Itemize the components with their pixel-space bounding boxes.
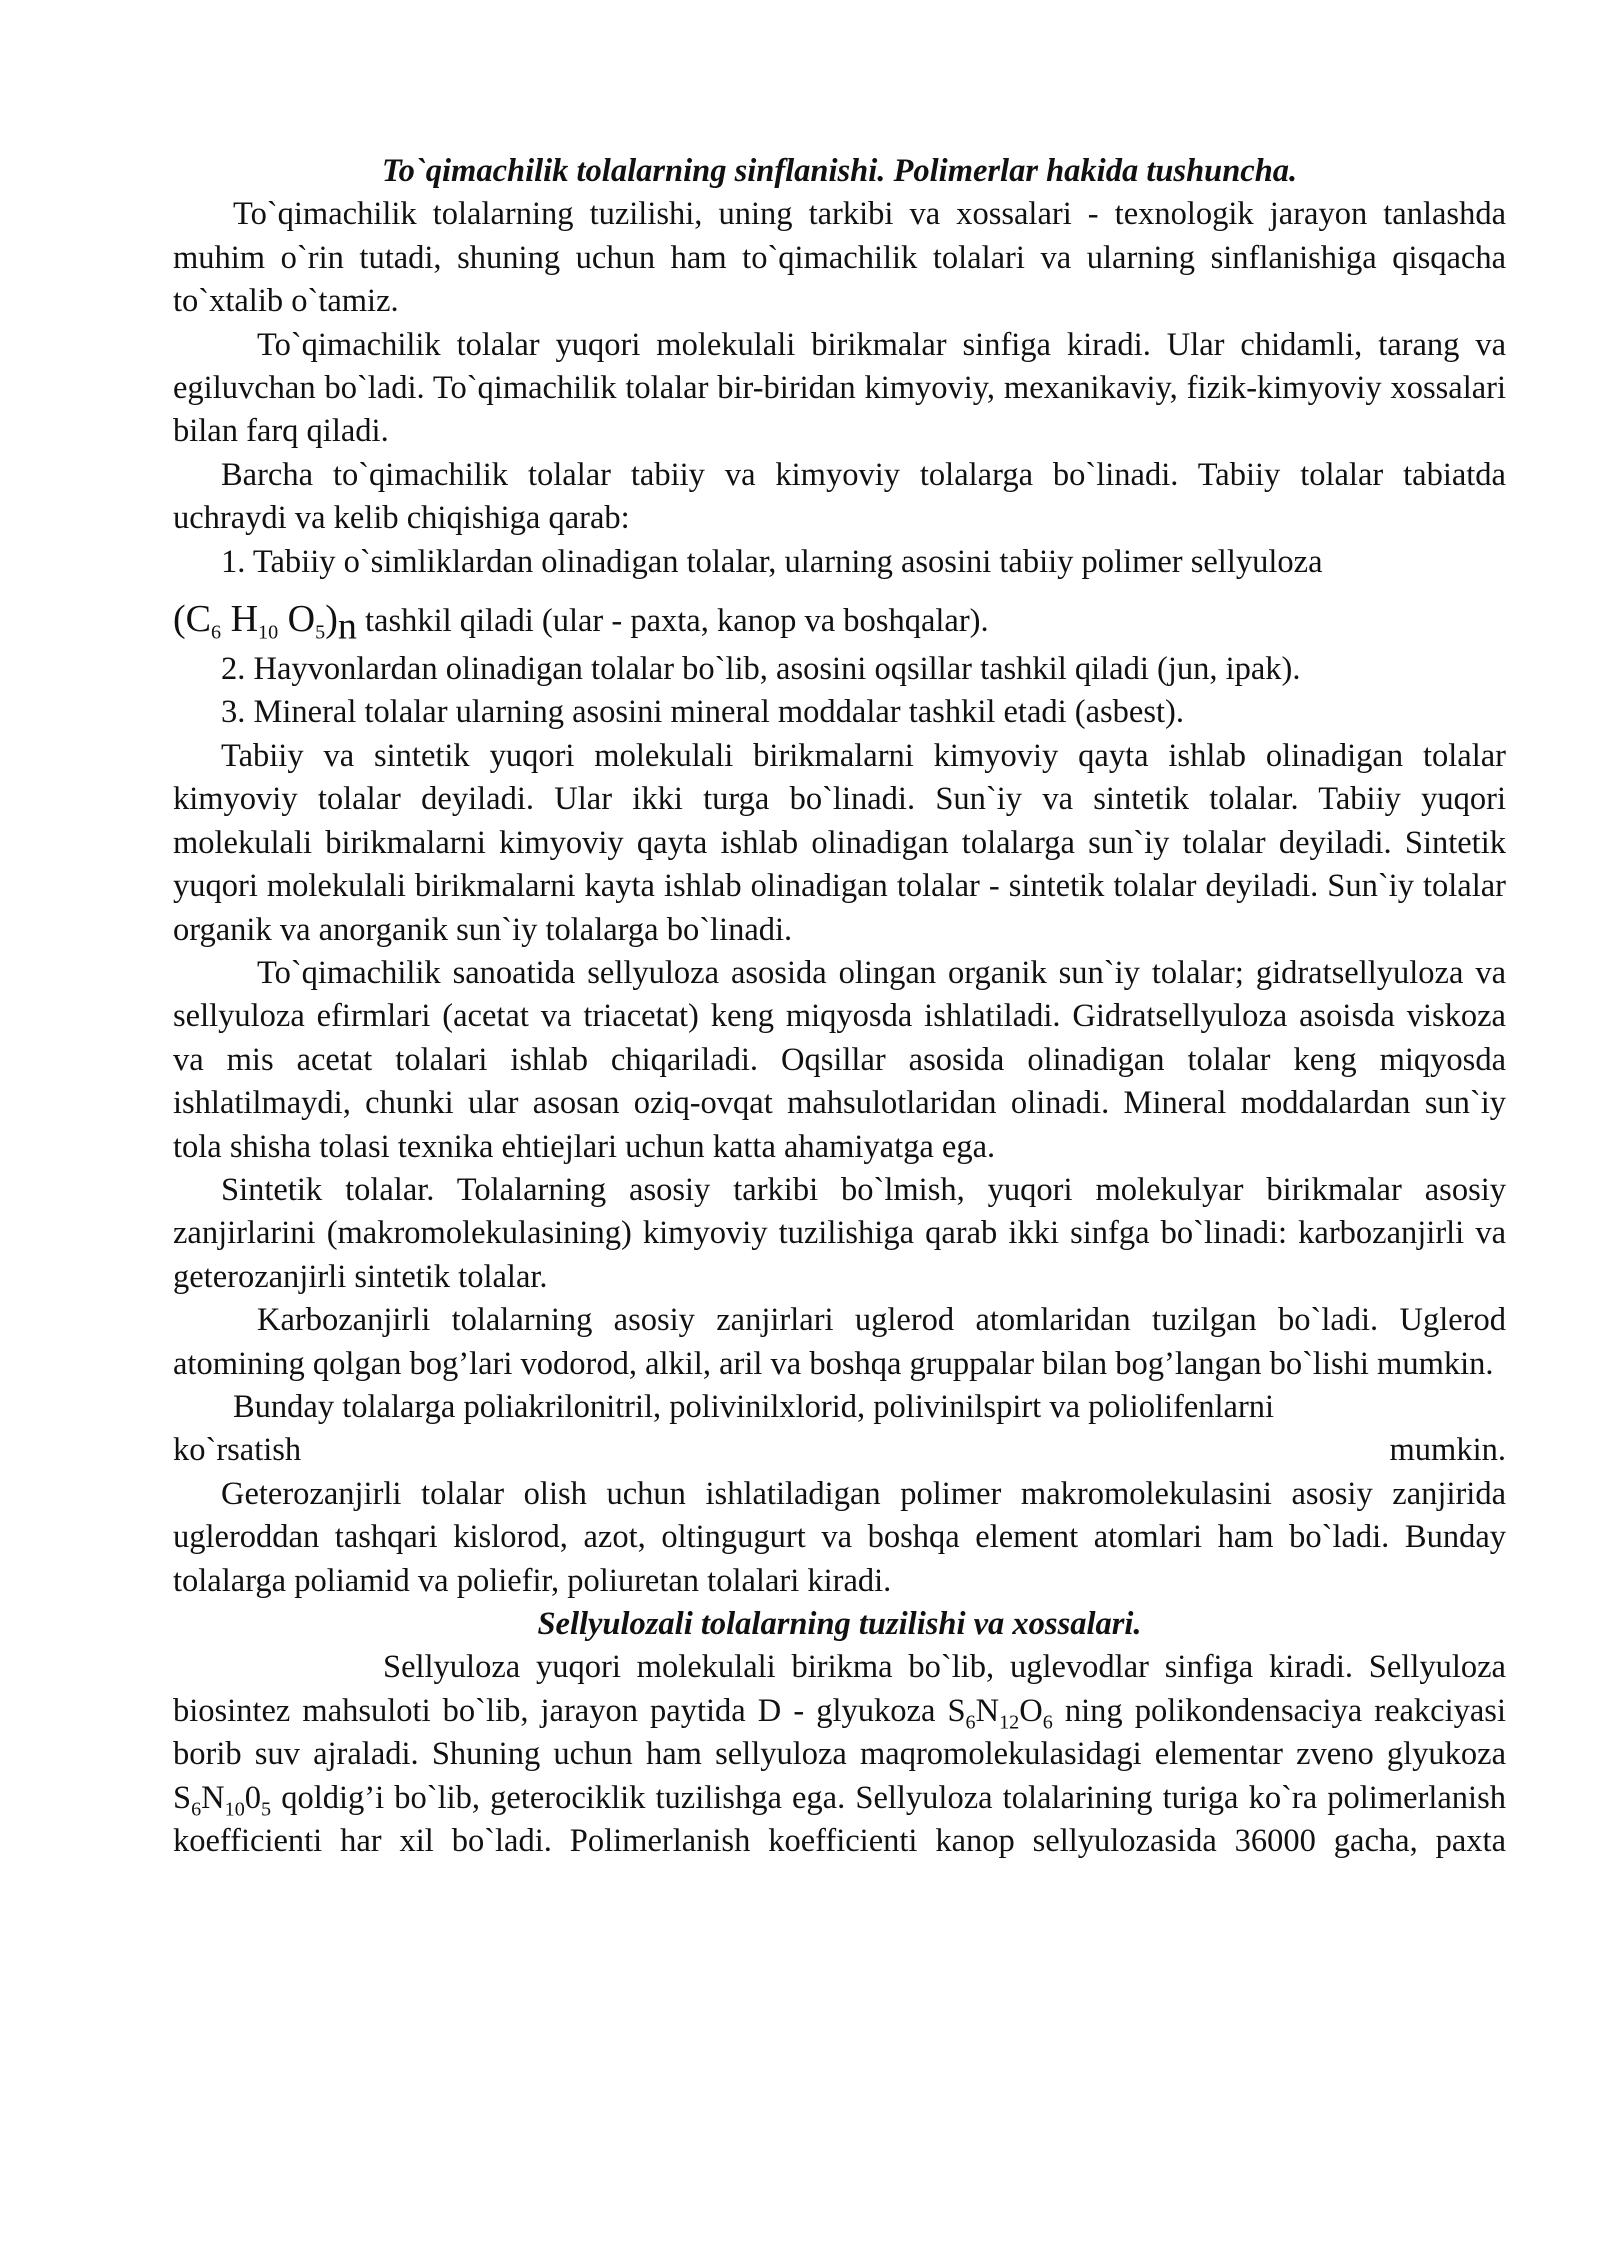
paragraph-intro: To`qimachilik tolalarning tuzilishi, uning tarkibi va xossalari - texnologik jarayon tanlashda muhim o`rin tutadi, shuning uchun ham to`qimachilik tolalari va ularning sinflanishiga qisqacha to`xtalib o`tamiz. bbox=[173, 196, 1506, 320]
cellulose-sub-6: 5 bbox=[261, 1798, 272, 1821]
list-item-plant-fibers: 1. Tabiiy o`simliklardan olinadigan tolalar, ularning asosini tabiiy polimer sellyuloza bbox=[221, 543, 1323, 580]
paragraph-chemical-fibers: Tabiiy va sintetik yuqori molekulali birikmalarni kimyoviy qayta ishlab olinadigan tolalar kimyoviy tolalar deyiladi. Ular ikki turga bo`linadi. Sun`iy va sintetik tolalar. Tabiiy yuqori molekulali birikmalarni kimyoviy qayta ishlab olinadigan tolalarga sun`iy tolalar deyiladi. Sintetik yuqori molekulali birikmalarni kayta ishlab olinadigan tolalar - sintetik tolalar deyiladi. Sun`iy tolalar organik va anorganik sun`iy tolalarga bo`linadi. bbox=[173, 737, 1506, 948]
cellulose-text-7: qoldig’i bo`lib, geterociklik tuzilishga ega. Sellyuloza tolalarining turiga ko`ra polimerlanish koefficienti har xil bo`ladi. Polimerlanish koefficienti kanop sellyulozasida 36000 gacha, paxta bbox=[173, 1779, 1506, 1860]
paragraph-carbon-chain: Karbozanjirli tolalarning asosiy zanjirlari uglerod atomlaridan tuzilgan bo`ladi. Uglerod atomining qolgan bog’lari vodorod, alkil, aril va boshqa gruppalar bilan bog’langan bo`lishi mumkin. bbox=[173, 1302, 1506, 1382]
list-item-mineral-fibers: 3. Mineral tolalar ularning asosini mineral moddalar tashkil etadi (asbest). bbox=[221, 694, 1184, 731]
paragraph-synthetic-fibers: Sintetik tolalar. Tolalarning asosiy tarkibi bo`lmish, yuqori molekulyar birikmalar asosiy zanjirlarini (makromolekulasining) kimyoviy tuzilishiga qarab ikki sinfga bo`linadi: karbozanjirli va geterozanjirli sintetik tolalar. bbox=[173, 1171, 1506, 1295]
document-page bbox=[173, 150, 1506, 1863]
formula-c-sub: 6 bbox=[211, 621, 222, 644]
section-subtitle: Sellyulozali tolalarning tuzilishi va xossalari. bbox=[537, 1606, 1142, 1642]
cellulose-sub-4: 6 bbox=[191, 1798, 202, 1821]
cellulose-text-3: O bbox=[1019, 1692, 1043, 1729]
page-title: To`qimachilik tolalarning sinflanishi. Polimerlar hakida tushuncha. bbox=[381, 153, 1298, 189]
paragraph-classification: Barcha to`qimachilik tolalar tabiiy va kimyoviy tolalarga bo`linadi. Tabiiy tolalar tabiatda uchraydi va kelib chiqishiga qarab: bbox=[173, 456, 1506, 537]
cellulose-text-6: 0 bbox=[244, 1779, 262, 1816]
paragraph-textile-industry: To`qimachilik sanoatida sellyuloza asosida olingan organik sun`iy tolalar; gidratsellyuloza va sellyuloza efirmlari (acetat va triacetat) keng miqyosda ishlatiladi. Gidratsellyuloza asoisda viskoza va mis acetat tolalari ishlab chiqariladi. Oqsillar asosida olinadigan tolalar keng miqyosda ishlatilmaydi, chunki ular asosan oziq-ovqat mahsulotlaridan olinadi. Mineral moddalardan sun`iy tola shisha tolasi texnika ehtiejlari uchun katta ahamiyatga ega. bbox=[173, 954, 1506, 1165]
examples-end-left: ko`rsatish bbox=[173, 1432, 302, 1469]
examples-end-right: mumkin. bbox=[1389, 1432, 1506, 1469]
paragraph-cellulose bbox=[173, 1646, 1506, 1863]
formula-n: n bbox=[337, 605, 357, 648]
cellulose-formula-line bbox=[173, 592, 1506, 648]
formula-o-sub: 5 bbox=[315, 621, 326, 644]
formula-o: O bbox=[278, 598, 316, 641]
paragraph-examples-end bbox=[173, 1429, 1506, 1472]
formula-h-sub: 10 bbox=[258, 621, 279, 644]
list-item-animal-fibers: 2. Hayvonlardan olinadigan tolalar bo`lib, asosini oqsillar tashkil qiladi (jun, ipak). bbox=[221, 651, 1301, 688]
formula-close: ) bbox=[325, 598, 338, 641]
formula-h: H bbox=[221, 598, 259, 641]
cellulose-sub-2: 12 bbox=[999, 1711, 1020, 1734]
cellulose-text-4: ning polikondensaciya reakciyasi borib suv ajraladi. Shuning uchun ham sellyuloza maqromolekulasidagi elementar zveno glyukoza S bbox=[173, 1692, 1506, 1816]
paragraph-hetero-chain: Geterozanjirli tolalar olish uchun ishlatiladigan polimer makromolekulasini asosiy zanjirida ugleroddan tashqari kislorod, azot, oltingugurt va boshqa element atomlari ham bo`ladi. Bunday tolalarga poliamid va poliefir, poliuretan tolalari kiradi. bbox=[173, 1475, 1506, 1599]
formula-open: (C bbox=[173, 598, 211, 641]
cellulose-sub-5: 10 bbox=[224, 1798, 245, 1821]
formula-rest: tashkil qiladi (ular - paxta, kanop va boshqalar). bbox=[356, 603, 989, 640]
cellulose-text-2: N bbox=[975, 1692, 1000, 1729]
paragraph-examples: Bunday tolalarga poliakrilonitril, polivinilxlorid, polivinilspirt va poliolifenlarni bbox=[233, 1388, 1275, 1425]
cellulose-sub-1: 6 bbox=[965, 1711, 976, 1734]
cellulose-sub-3: 6 bbox=[1042, 1711, 1053, 1734]
cellulose-text-5: N bbox=[201, 1779, 225, 1816]
cellulose-text-1: Sellyuloza yuqori molekulali birikma bo`lib, uglevodlar sinfiga kiradi. Sellyuloza biosintez mahsuloti bo`lib, jarayon paytida D - glyukoza S bbox=[173, 1649, 1506, 1729]
paragraph-molecular: To`qimachilik tolalar yuqori molekulali birikmalar sinfiga kiradi. Ular chidamli, tarang va egiluvchan bo`ladi. To`qimachilik tolalar bir-biridan kimyoviy, mexanikaviy, fizik-kimyoviy xossalari bilan farq qiladi. bbox=[173, 326, 1506, 450]
